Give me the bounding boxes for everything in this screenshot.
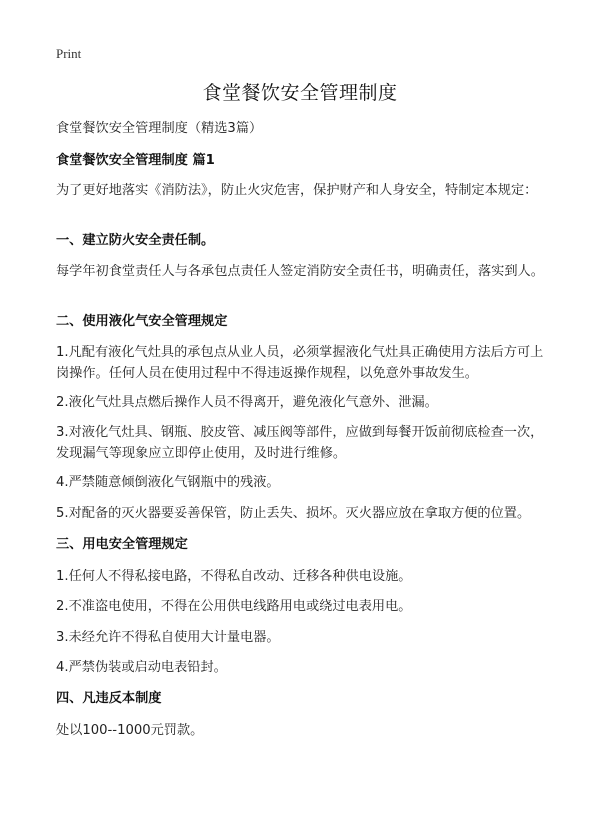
lead-paragraph: 为了更好地落实《消防法》，防止火灾危害，保护财产和人身安全，特制定本规定：	[56, 183, 538, 198]
section-paragraph: 2.液化气灶具点燃后操作人员不得离开，避免液化气意外、泄漏。	[56, 395, 438, 410]
section-paragraph: 每学年初食堂责任人与各承包点责任人签定消防安全责任书，明确责任，落实到人。	[56, 264, 544, 279]
section-paragraph: 2.不准盗电使用，不得在公用供电线路用电或绕过电表用电。	[56, 599, 412, 614]
section-paragraph: 1.任何人不得私接电路，不得私自改动、迁移各种供电设施。	[56, 569, 412, 584]
part-title: 食堂餐饮安全管理制度 篇1	[56, 153, 215, 168]
section-paragraph: 3.对液化气灶具、钢瓶、胶皮管、减压阀等部件，应做到每餐开饭前彻底检查一次，发现漏气等现象应立即停止使用，及时进行维修。	[56, 425, 544, 461]
section-heading: 三、用电安全管理规定	[56, 537, 188, 552]
section-heading: 二、使用液化气安全管理规定	[56, 314, 228, 329]
section-heading: 四、凡违反本制度	[56, 691, 162, 706]
section-paragraph: 处以100--1000元罚款。	[56, 723, 204, 738]
document-title: 食堂餐饮安全管理制度	[202, 82, 398, 104]
document-subtitle: 食堂餐饮安全管理制度（精选3篇）	[56, 121, 263, 136]
section-heading: 一、建立防火安全责任制。	[56, 233, 215, 248]
section-paragraph: 4.严禁随意倾倒液化气钢瓶中的残液。	[56, 475, 280, 490]
print-label: Print	[56, 46, 82, 61]
section-paragraph: 1.凡配有液化气灶具的承包点从业人员，必须掌握液化气灶具正确使用方法后方可上岗操作。任何人员在使用过程中不得违返操作规程，以免意外事故发生。	[56, 345, 544, 381]
section-paragraph: 3.未经允许不得私自使用大计量电器。	[56, 630, 280, 645]
section-paragraph: 4.严禁伪装或启动电表铅封。	[56, 660, 227, 675]
section-paragraph: 5.对配备的灭火器要妥善保管，防止丢失、损坏。灭火器应放在拿取方便的位置。	[56, 506, 531, 521]
